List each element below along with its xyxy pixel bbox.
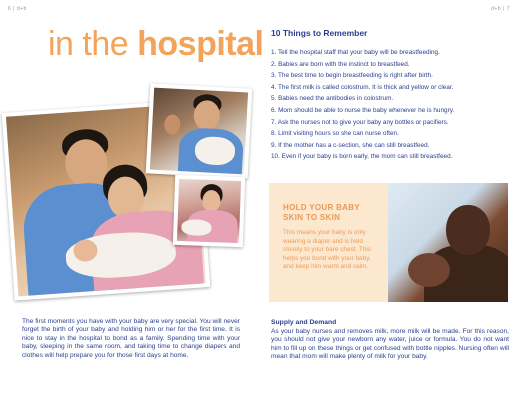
list-item: 3. The best time to begin breastfeeding is right after birth. [271, 72, 433, 80]
family-photo-small [173, 175, 245, 247]
section-paragraph: As your baby nurses and removes milk, more milk will be made. For this reason, you should not give your newborn any water, juice or formula. You do not want him to fill up on these things or get confused with bottle nipples. Nursing often will mean that mom will make plenty of milk for your baby. [271, 328, 509, 361]
list-item: 5. Babies need the antibodies in colostrum. [271, 95, 394, 103]
list-title: 10 Things to Remember [271, 28, 368, 38]
intro-paragraph: The first moments you have with your baby are very special. You will never forget the birth of your baby and holding him or her for the first time. It is nice to stay in the hospital to bond as a family. Spending time with your baby, sleeping in the same room, and taking time to change diapers and clothes will help prepare you for those first days at home. [22, 318, 240, 359]
list-item: 8. Limit visiting hours so she can nurse often. [271, 130, 399, 138]
list-item: 2. Babies are born with the instinct to breastfeed. [271, 60, 410, 68]
section-heading: Supply and Demand [271, 319, 337, 326]
right-page [259, 0, 518, 400]
callout-body: This means your baby is only wearing a diaper and is held closely to your bare chest. This helps you bond with your baby, and keep him warm and calm. [283, 229, 371, 271]
title-thin: in the [48, 25, 138, 63]
family-photo-top [146, 83, 253, 178]
list-item: 7. Ask the nurses not to give your baby any bottles or pacifiers. [271, 118, 449, 126]
list-item: 1. Tell the hospital staff that your baby will be breastfeeding. [271, 49, 440, 56]
list-item: 10. Even if your baby is born early, the mom can still breastfeed. [271, 153, 453, 161]
callout-heading: HOLD YOUR BABY SKIN TO SKIN [283, 203, 360, 222]
title-bold: hospital [137, 25, 264, 63]
list-item: 4. The first milk is called colostrum. It is thick and yellow or clear. [271, 83, 454, 91]
skin-to-skin-callout [269, 183, 388, 302]
skin-to-skin-photo [388, 183, 508, 302]
family-photo-top-image [150, 88, 248, 175]
page-folio-left: 6 | d+b [8, 6, 27, 12]
family-photo-small-image [177, 179, 241, 243]
list-item: 9. If the mother has a c-section, she can still breastfeed. [271, 141, 430, 149]
page-folio-right: d+b | 7 [491, 6, 510, 12]
list-item: 6. Mom should be able to nurse the baby whenever he is hungry. [271, 106, 455, 114]
page-title [48, 22, 263, 66]
things-list [271, 47, 511, 163]
